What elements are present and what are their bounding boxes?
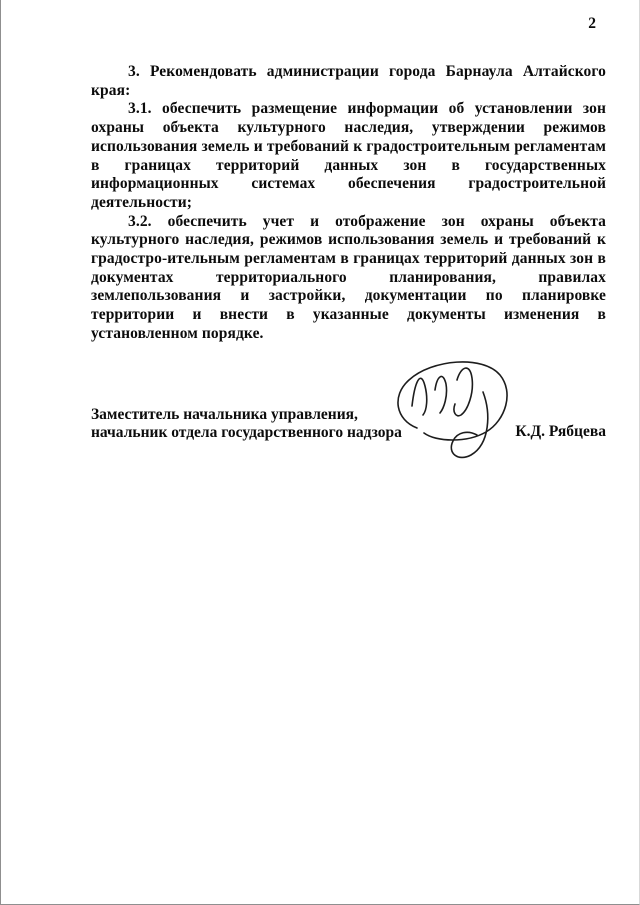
page-number: 2 <box>588 15 596 32</box>
signer-title-line-1: Заместитель начальника управления, <box>91 405 358 423</box>
paragraph-3-1: 3.1. обеспечить размещение информации об установлении зон охраны объекта культурного наследия, утверждении режимов использования земель и требований к градостроительным регламентам в границах территорий данных зон в государственных информационных системах обеспечения градостроительной деятельности; <box>91 100 606 211</box>
signer-name: К.Д. Рябцева <box>515 423 606 441</box>
signer-title <box>91 406 459 443</box>
paragraph-3: 3. Рекомендовать администрации города Барнаула Алтайского края: <box>91 63 606 99</box>
paragraph-3-2: 3.2. обеспечить учет и отображение зон охраны объекта культурного наследия, режимов использования земель и требований к градостро-ительным регламентам в границах территорий данных зон в документах территориального планирования, правилах землепользования и застройки, документации по планировке территории и внести в указанные документы изменения в установленном порядке. <box>91 212 606 342</box>
document-body <box>1 0 639 443</box>
signature-block <box>91 406 606 443</box>
signer-title-line-2: начальник отдела государственного надзора <box>91 424 402 442</box>
